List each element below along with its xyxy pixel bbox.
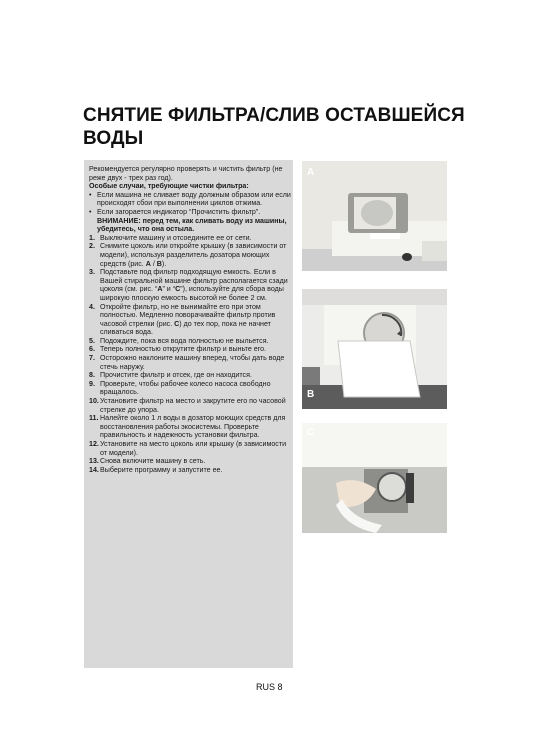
- step-item: [89, 414, 292, 440]
- step-item: [89, 466, 292, 475]
- step-text: Снимите цоколь или откройте крышку (в зависимости от модели), используя разделитель дозатора моющих средств (рис.: [100, 242, 287, 268]
- warning-text: ВНИМАНИЕ: перед тем, как сливать воду из машины, убедитесь, что она остыла.: [97, 216, 287, 234]
- page-title: СНЯТИЕ ФИЛЬТРА/СЛИВ ОСТАВШЕЙСЯ ВОДЫ: [83, 105, 465, 149]
- step-item: [89, 234, 292, 243]
- step-text: Осторожно наклоните машину вперед, чтобы дать воде стечь наружу.: [100, 354, 285, 371]
- figure-b-photo: [302, 289, 447, 409]
- bullet-marker: •: [89, 190, 92, 199]
- step-text: /: [150, 259, 157, 268]
- step-number: 13.: [89, 457, 99, 466]
- figure-b-label: B: [307, 389, 315, 400]
- step-number: 11.: [89, 414, 99, 423]
- step-text: ” и “: [162, 285, 176, 294]
- step-text: Прочистите фильтр и отсек, где он находится.: [100, 371, 252, 380]
- step-number: 3.: [89, 268, 95, 277]
- step-text: Подождите, пока вся вода полностью не выльется.: [100, 336, 269, 345]
- step-item: [89, 371, 292, 380]
- step-item: [89, 440, 292, 457]
- step-number: 4.: [89, 302, 95, 311]
- figure-a-photo: [302, 161, 447, 271]
- step-text: Откройте фильтр, но не вынимайте его при этом полностью. Медленно поворачивайте фильтр против часовой стрелки (рис.: [100, 302, 276, 328]
- step-item: [89, 242, 292, 268]
- step-item: [89, 354, 292, 371]
- step-number: 7.: [89, 354, 95, 363]
- step-item: [89, 457, 292, 466]
- bullet-text: Если загорается индикатор “Прочистить фильтр”.: [97, 207, 261, 216]
- step-number: 2.: [89, 242, 95, 251]
- step-text: Снова включите машину в сеть.: [100, 457, 206, 466]
- step-text: Выберите программу и запустите ее.: [100, 465, 223, 474]
- figure-a-label: A: [307, 167, 315, 178]
- bullet-item: [89, 208, 292, 217]
- figure-ref: C: [175, 285, 181, 294]
- bullet-list: [89, 191, 292, 217]
- step-number: 6.: [89, 345, 95, 354]
- step-text: Выключите машину и отсоедините ее от сети.: [100, 233, 252, 242]
- figure-ref: C: [174, 319, 180, 328]
- step-text: ) до тех пор, пока не начнет сливаться вода.: [100, 319, 271, 337]
- step-number: 1.: [89, 233, 95, 242]
- step-text: ”), используйте для сбора воды широкую плоскую емкость высотой не более 2 см.: [100, 285, 284, 302]
- step-text: Подставьте под фильтр подходящую емкость. Если в Вашей стиральной машине фильтр располагается сзади цоколя (см. рис. “: [100, 268, 288, 294]
- step-number: 5.: [89, 336, 95, 345]
- figure-ref: A: [145, 259, 151, 268]
- step-text: Теперь полностью открутите фильтр и выньте его.: [100, 345, 267, 354]
- step-number: 10.: [89, 397, 99, 406]
- step-item: [89, 380, 292, 397]
- bullet-marker: •: [89, 207, 92, 216]
- step-number: 9.: [89, 379, 95, 388]
- bullet-text: Если машина не сливает воду должным образом или если происходят сбои при выполнении циклов отжима.: [97, 190, 291, 208]
- page-number: RUS 8: [256, 682, 283, 692]
- steps-list: [89, 234, 292, 475]
- step-text: Установите на место цоколь или крышку (в зависимости от модели).: [100, 440, 287, 457]
- step-item: [89, 397, 292, 414]
- figure-c-label: C: [307, 427, 315, 438]
- step-item: [89, 268, 292, 302]
- figure-ref: B: [156, 259, 162, 268]
- step-text: Проверьте, чтобы рабочее колесо насоса свободно вращалось.: [100, 379, 271, 397]
- step-text: Установите фильтр на место и закрутите его по часовой стрелке до упора.: [100, 397, 286, 414]
- step-item: [89, 303, 292, 337]
- step-item: [89, 337, 292, 346]
- intro-paragraph: Рекомендуется регулярно проверять и чистить фильтр (не реже двух - трех раз год).: [89, 165, 283, 182]
- step-text: Налейте около 1 л воды в дозатор моющих средств для восстановления работы экосистемы. Проверьте правильность и надежность установки фильтра.: [100, 414, 286, 440]
- instructions-text: [89, 165, 292, 474]
- step-number: 12.: [89, 440, 99, 448]
- step-item: [89, 345, 292, 354]
- figure-c-photo: [302, 423, 447, 533]
- step-number: 8.: [89, 371, 95, 380]
- step-number: 14.: [89, 465, 99, 474]
- special-cases-heading: Особые случаи, требующие чистки фильтра:: [89, 182, 249, 191]
- step-text: ).: [161, 259, 167, 268]
- bullet-item: [89, 191, 292, 208]
- figure-ref: A: [157, 285, 163, 294]
